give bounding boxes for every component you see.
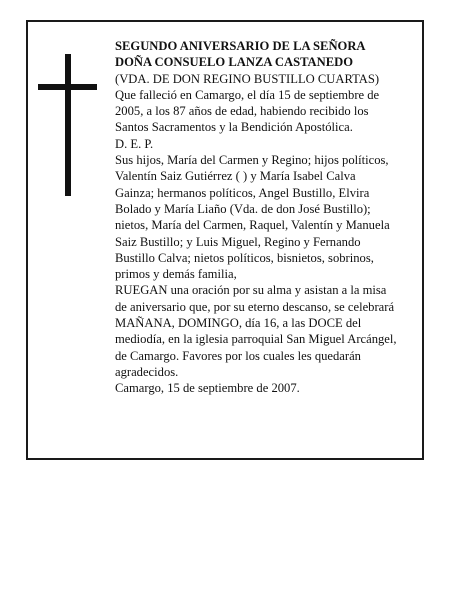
family-line: Bolado y María Liaño (Vda. de don José Bustillo); (115, 201, 371, 216)
widow-of-line: (VDA. DE DON REGINO BUSTILLO CUARTAS) (115, 71, 380, 86)
notice-text (115, 38, 415, 397)
death-info-line: Que falleció en Camargo, el día 15 de septiembre de (115, 87, 380, 102)
rip-line: D. E. P. (115, 136, 154, 151)
cross-icon-crossbar (38, 84, 97, 90)
family-line: Sus hijos, María del Carmen y Regino; hijos políticos, (115, 153, 389, 168)
death-info-line: Santos Sacramentos y la Bendición Apostólica. (115, 120, 353, 135)
request-line: agradecidos. (115, 364, 179, 379)
request-line: RUEGAN una oración por su alma y asistan a la misa (115, 283, 387, 298)
cross-icon (65, 54, 71, 196)
family-line: Gainza; hermanos políticos, Angel Bustillo, Elvira (115, 185, 370, 200)
family-line: Saiz Bustillo; y Luis Miguel, Regino y Fernando (115, 234, 361, 249)
dateline: Camargo, 15 de septiembre de 2007. (115, 381, 300, 396)
request-line: de Camargo. Favores por los cuales les quedarán (115, 348, 361, 363)
family-line: Bustillo Calva; nietos políticos, bisnietos, sobrinos, (115, 250, 374, 265)
request-line: MAÑANA, DOMINGO, día 16, a las DOCE del (115, 316, 362, 331)
request-line: mediodía, en la iglesia parroquial San Miguel Arcángel, (115, 332, 397, 347)
heading-line: DOÑA CONSUELO LANZA CASTANEDO (115, 55, 354, 70)
family-line: nietos, María del Carmen, Raquel, Valentín y Manuela (115, 218, 390, 233)
family-line: Valentín Saiz Gutiérrez ( ) y María Isabel Calva (115, 169, 356, 184)
heading-line: SEGUNDO ANIVERSARIO DE LA SEÑORA (115, 39, 366, 53)
request-line: de aniversario que, por su eterno descanso, se celebrará (115, 299, 395, 314)
family-line: primos y demás familia, (115, 267, 237, 282)
death-info-line: 2005, a los 87 años de edad, habiendo recibido los (115, 104, 369, 119)
